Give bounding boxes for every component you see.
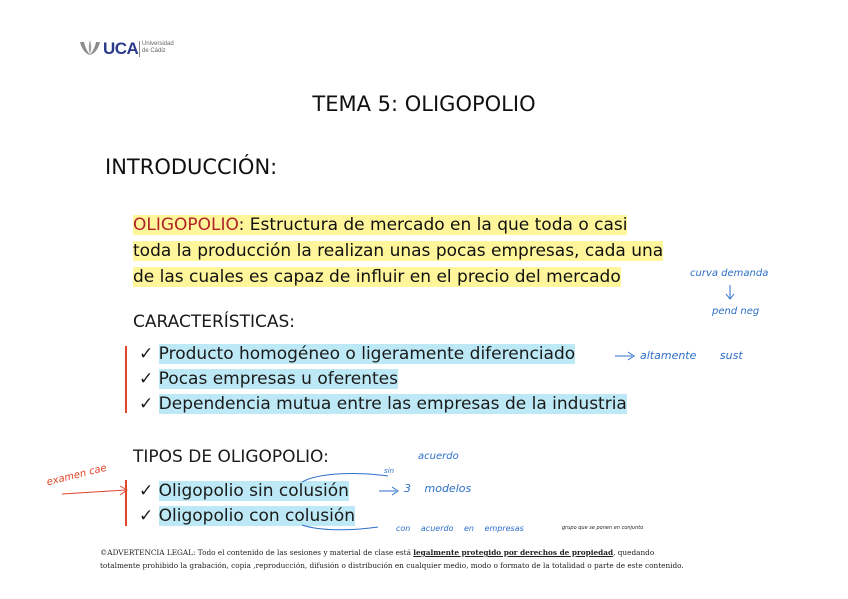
university-logo	[78, 38, 188, 60]
types-heading: TIPOS DE OLIGOPOLIO:	[133, 447, 329, 467]
definition-text-3: de las cuales es capaz de influir en el precio del mercado	[133, 267, 621, 287]
list-item	[139, 392, 627, 417]
characteristics-list	[139, 342, 627, 417]
right-arrow-icon	[614, 351, 636, 361]
definition-line-1	[133, 212, 663, 238]
definition-text-1: Estructura de mercado en la que toda o casi	[244, 215, 628, 235]
uca-logo-icon	[78, 38, 102, 58]
list-item-text: Oligopolio con colusión	[158, 506, 356, 526]
red-arrow-icon	[60, 484, 130, 500]
check-icon: ✓	[139, 369, 154, 389]
note-curva-demanda: curva demanda	[690, 268, 769, 279]
logo-university-text	[142, 41, 192, 55]
definition-term: OLIGOPOLIO	[133, 215, 239, 235]
definition-colon: :	[238, 215, 245, 235]
list-item-text: Producto homogéneo o ligeramente diferenciado	[158, 344, 576, 364]
list-item-text: Oligopolio sin colusión	[158, 481, 349, 501]
right-arrow-icon	[378, 486, 400, 496]
legal-suffix: , quedando	[613, 548, 655, 557]
legal-bold: legalmente protegido por derechos de propiedad	[413, 548, 614, 557]
definition-block	[133, 212, 663, 290]
note-3-modelos: 3 modelos	[404, 482, 472, 495]
logo-line-2: de Cádiz	[142, 48, 166, 54]
check-icon: ✓	[139, 394, 154, 414]
list-item-text: Pocas empresas u oferentes	[158, 369, 399, 389]
curve-stroke	[300, 523, 380, 533]
types-list	[139, 479, 355, 529]
legal-line-1	[100, 546, 800, 559]
note-examen: examen cae	[45, 462, 108, 489]
note-altamente-sust: altamente sust	[640, 349, 743, 362]
list-item	[139, 342, 627, 367]
curve-stroke	[300, 470, 390, 484]
note-acuerdo: acuerdo	[418, 451, 459, 462]
definition-line-3	[133, 264, 663, 290]
down-arrow-icon	[724, 284, 736, 302]
legal-notice	[100, 546, 800, 572]
note-pend-neg: pend neg	[712, 306, 760, 317]
logo-brand: UCA	[103, 39, 139, 58]
characteristics-heading: CARACTERÍSTICAS:	[133, 312, 295, 332]
list-item	[139, 367, 627, 392]
legal-prefix: ©ADVERTENCIA LEGAL: Todo el contenido de las sesiones y material de clase está	[100, 548, 414, 557]
check-icon: ✓	[139, 481, 154, 501]
note-sin: sin	[384, 467, 395, 475]
check-icon: ✓	[139, 344, 154, 364]
definition-text-2: toda la producción la realizan unas pocas empresas, cada una	[133, 241, 664, 261]
page-title: TEMA 5: OLIGOPOLIO	[312, 92, 536, 116]
check-icon: ✓	[139, 506, 154, 526]
section-heading: INTRODUCCIÓN:	[105, 155, 278, 179]
logo-line-1: Universidad	[142, 41, 174, 47]
note-con-acuerdo: con acuerdo en empresas	[396, 524, 524, 533]
margin-bar-characteristics	[125, 346, 127, 413]
list-item-text: Dependencia mutua entre las empresas de la industria	[158, 394, 627, 414]
logo-divider	[139, 41, 140, 57]
legal-line-2: totalmente prohibido la grabación, copia ,reproducción, difusión o distribución en cualquier medio, modo o formato de la totalidad o parte de este contenido.	[100, 561, 684, 570]
note-grupo: grupo que se ponen en conjunto	[562, 525, 644, 531]
definition-line-2	[133, 238, 663, 264]
